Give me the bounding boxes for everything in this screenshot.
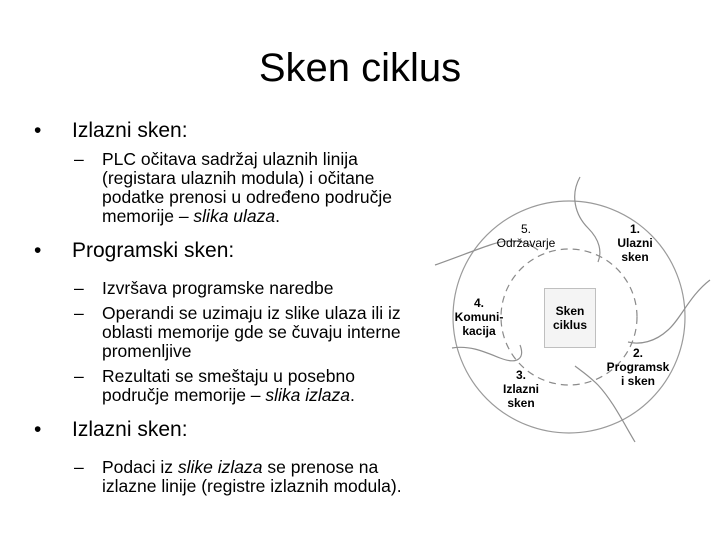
sub-bullet (28, 458, 418, 496)
sub-bullet-dash: – (74, 278, 84, 298)
sub-bullet-dash: – (74, 457, 84, 477)
sub-bullet-text: Izvršava programske naredbe (102, 278, 334, 298)
bullet-dot: • (34, 119, 42, 142)
bullet-izlazni-sken-2 (28, 417, 418, 443)
divider-curve-left (452, 345, 522, 361)
sub-bullet-emphasis: slika ulaza (193, 206, 276, 226)
phase-programski-sken: 2. Programsk i sken (606, 346, 670, 388)
divider-curve-right (628, 280, 710, 343)
phase-izlazni-sken: 3. Izlazni sken (502, 368, 539, 410)
phase-komunikacija: 4. Komuni- kacija (454, 296, 504, 338)
bullet-dot: • (34, 239, 42, 262)
bullet-list (28, 118, 418, 496)
sub-bullet-text-end: se prenose na izlazne linije (registre izlaznih modula). (102, 457, 402, 496)
bullet-heading: Izlazni sken: (72, 418, 188, 441)
bullet-izlazni-sken-1 (28, 118, 418, 144)
center-label: Sken ciklus (544, 288, 596, 348)
sub-bullet (28, 367, 418, 405)
phase-odrzavanje: 5. Održavarje (496, 222, 556, 250)
bullet-heading: Izlazni sken: (72, 119, 188, 142)
scan-cycle-diagram (430, 170, 720, 470)
bullet-programski-sken (28, 238, 418, 264)
sub-bullet-text-end: . (350, 385, 355, 405)
sub-bullet-dash: – (74, 366, 84, 386)
sub-bullet-emphasis: slike izlaza (177, 457, 263, 477)
sub-bullet-emphasis: slika izlaza (265, 385, 351, 405)
phase-ulazni-sken: 1. Ulazni sken (617, 222, 653, 264)
sub-bullet (28, 279, 418, 298)
page-title: Sken ciklus (258, 46, 462, 90)
sub-bullet-text: PLC očitava sadržaj ulaznih linija (registara ulaznih modula) i očitane podatke prenosi u određeno područje memorije – (102, 149, 392, 226)
sub-bullet-text: Operandi se uzimaju iz slike ulaza ili iz oblasti memorije gde se čuvaju interne promenljive (102, 303, 401, 361)
bullet-dot: • (34, 418, 42, 441)
sub-bullet (28, 304, 418, 361)
bullet-heading: Programski sken: (72, 239, 235, 262)
sub-bullet-dash: – (74, 149, 84, 169)
sub-bullet-dash: – (74, 303, 84, 323)
sub-bullet (28, 150, 418, 226)
sub-bullet-text-end: . (275, 206, 281, 226)
sub-bullet-text: Podaci iz (102, 457, 178, 477)
sub-bullet-text: Rezultati se smeštaju u posebno područje memorije – (102, 366, 355, 405)
